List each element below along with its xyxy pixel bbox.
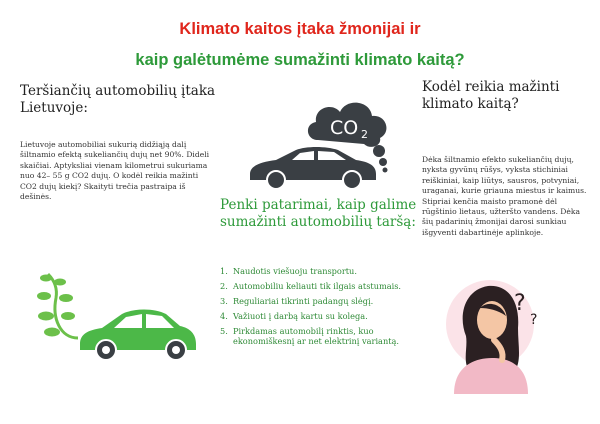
tip-number: 3. [220,296,228,306]
tip-text: Reguliariai tikrinti padangų slėgį. [233,296,374,306]
green-car-illustration [30,268,200,368]
tips-list [220,266,426,351]
title-line-1: Klimato kaitos įtaka žmonijai ir [179,20,421,38]
question-mark-icon: ? [514,291,526,316]
tip-item-2 [220,281,426,291]
co2-subscript: 2 [361,128,368,141]
left-heading: Teršiančių automobilių įtaka Lietuvoje: [20,83,216,116]
tip-item-1 [220,266,426,276]
tip-text: Automobiliu keliauti tik ilgais atstumais. [233,281,402,291]
right-paragraph: Dėka šiltnamio efekto sukeliančių dujų, nyksta gyvūnų rūšys, vyksta stichiniai reiškiniai, kaip liūtys, sausros, potvyniai, uraganai, kurie griauna miestus ir kaimus. Stipriai kenčia maisto pramonė dėl rūgštinio lietaus, užteršto vandens. Dėka šių padarinių žmonijai darosi sunkiau išgyventi dabartinėje aplinkoje. [422,155,587,237]
tip-number: 2. [220,281,228,291]
polluting-car-illustration [246,88,406,198]
right-heading: Kodėl reikia mažinti klimato kaitą? [422,79,560,112]
tip-text: Važiuoti į darbą kartu su kolega. [233,311,368,321]
co2-label: CO [330,117,359,139]
tips-heading: Penki patarimai, kaip galime sumažinti automobilių taršą: [220,197,417,230]
tip-item-4 [220,311,426,321]
plant-icon [37,274,78,338]
tip-number: 4. [220,311,228,321]
tip-text: Pirkdamas automobilį rinktis, kuo ekonomiškesnį ar net elektrinį variantą. [233,326,399,347]
left-paragraph: Lietuvoje automobiliai sukurią didžiąją dalį šiltnamio efektą sukeliančių dujų net 90%. Dideli skaičiai. Aptyksliai vienam kilometrui sukuriama nuo 42– 55 g CO2 dujų. O kodėl reikia mažinti CO2 dujų kiekį? Skaityti trečia pastraipa iš dešinės. [20,140,210,202]
question-mark-small-icon: ? [530,312,538,328]
tip-number: 5. [220,326,228,336]
tip-item-5 [220,326,426,347]
thinking-woman-illustration [448,276,558,394]
dark-car-icon [250,147,376,189]
tip-number: 1. [220,266,228,276]
green-car-icon [80,310,196,361]
tip-text: Naudotis viešuoju transportu. [233,266,357,276]
title-line-2: kaip galėtumėme sumažinti klimato kaitą? [135,51,465,69]
tip-item-3 [220,296,426,306]
